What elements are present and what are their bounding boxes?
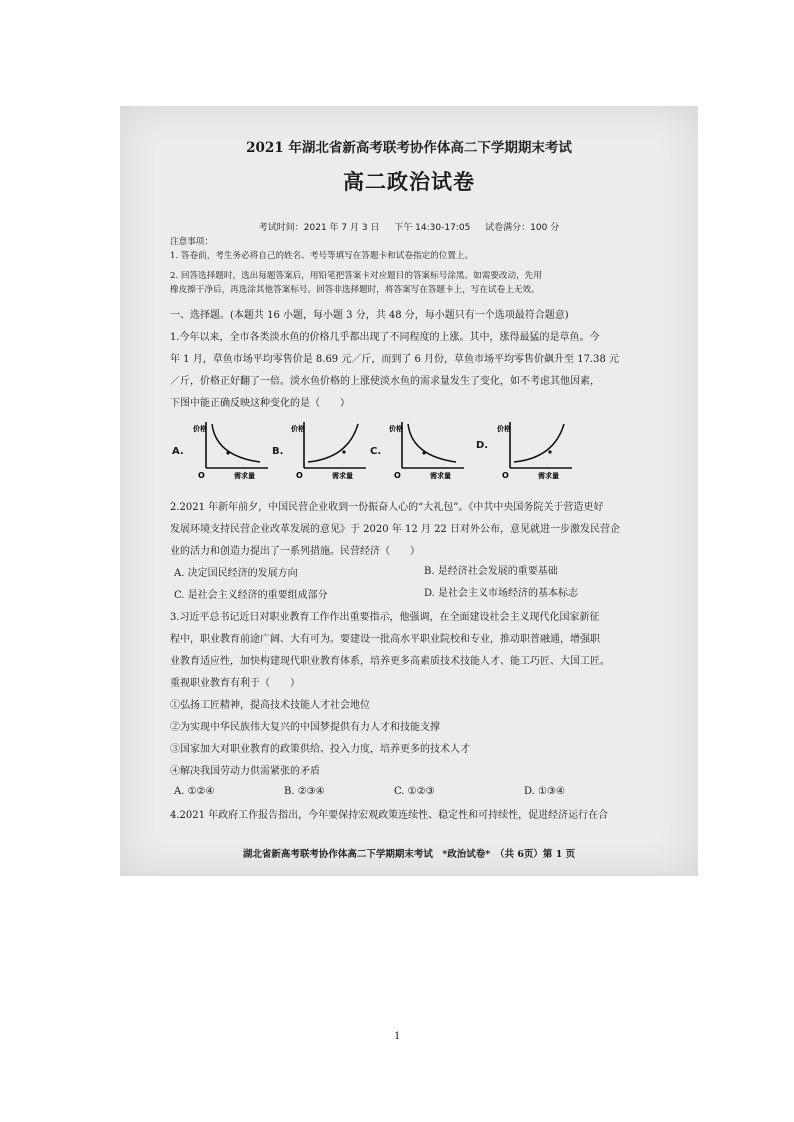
chart-d-label: D.: [476, 440, 489, 451]
demand-curve: [408, 424, 456, 462]
q2-option-d: D. 是社会主义市场经济的基本标志: [424, 588, 579, 599]
y-axis-label: 价格: [291, 425, 305, 433]
curve-point: [548, 450, 551, 453]
note-line: 2. 回答选择题时，选出每题答案后，用铅笔把答案卡对应题目的答案标号涂黑。如需要改动，先用: [170, 271, 542, 281]
origin-label: O: [198, 471, 205, 480]
curve-point: [226, 451, 229, 454]
x-axis-label: 需求量: [234, 472, 255, 480]
chart-d: [497, 418, 574, 480]
chart-c: [389, 418, 466, 480]
q2-line: 业的活力和创造力提出了一系列措施。民营经济（ ）: [170, 546, 420, 557]
origin-label: O: [394, 471, 401, 480]
x-axis-label: 需求量: [332, 472, 353, 480]
section-heading: 一、选择题。(本题共 16 小题，每小题 3 分，共 48 分，每小题只有一个选项最符合题意): [170, 310, 569, 321]
q1-line: 1.今年以来，全市各类淡水鱼的价格几乎都出现了不同程度的上涨。其中，涨得最猛的是草鱼。今: [170, 332, 600, 343]
q3-line: 3.习近平总书记近日对职业教育工作作出重要指示，他强调，在全面建设社会主义现代化国家新征: [170, 612, 600, 623]
chart-b-label: B.: [272, 446, 284, 457]
q3-option-b: B. ②③④: [284, 786, 325, 797]
paper-subtitle: 高二政治试卷: [343, 169, 475, 194]
q1-line: 下图中能正确反映这种变化的是（ ）: [170, 398, 350, 409]
q3-line: 业教育适应性，加快构建现代职业教育体系，培养更多高素质技术技能人才、能工巧匠、大国工匠。: [170, 656, 610, 667]
q3-line: 重视职业教育有利于（ ）: [170, 678, 300, 689]
q3-option-a: A. ①②④: [174, 786, 215, 797]
note-line: 1. 答卷前，考生务必将自己的姓名、考号等填写在答题卡和试卷指定的位置上。: [170, 251, 474, 261]
q3-statement: ②为实现中华民族伟大复兴的中国梦提供有力人才和技能支撑: [170, 722, 440, 733]
q2-option-a: A. 决定国民经济的发展方向: [174, 568, 298, 579]
q2-line: 发展环境支持民营企业改革发展的意见》于 2020 年 12 月 22 日对外公布，意见就进一步激发民营企: [170, 524, 620, 535]
notes-heading: 注意事项：: [170, 237, 213, 247]
x-axis-label: 需求量: [430, 472, 451, 480]
page-footer: 湖北省新高考联考协作体高二下学期期末考试 *政治试卷* （共 6页）第 1 页: [242, 849, 576, 860]
origin-label: O: [296, 471, 303, 480]
exam-time: 考试时间：2021 年 7 月 3 日: [258, 223, 380, 233]
chart-b: [291, 418, 368, 480]
y-axis-label: 价格: [389, 425, 403, 433]
chart-a: [193, 418, 270, 480]
curve-point: [342, 450, 345, 453]
demand-curve: [308, 424, 358, 462]
x-axis-label: 需求量: [538, 472, 559, 480]
chart-c-label: C.: [370, 446, 382, 457]
q3-statement: ④解决我国劳动力供需紧张的矛盾: [170, 766, 320, 777]
scanned-exam-page: [120, 106, 698, 876]
q2-line: 2.2021 年新年前夕，中国民营企业收到一份振奋人心的“大礼包”。《中共中央国务院关于营造更好: [170, 502, 604, 513]
curve-point: [422, 451, 425, 454]
q3-option-c: C. ①②③: [394, 786, 435, 797]
q4-line: 4.2021 年政府工作报告指出，今年要保持宏观政策连续性、稳定性和可持续性，促进经济运行在合: [170, 810, 609, 821]
exam-session: 下午 14:30-17:05: [394, 223, 471, 233]
q3-option-d: D. ①③④: [524, 786, 565, 797]
y-axis-label: 价格: [497, 425, 511, 433]
q2-option-b: B. 是经济社会发展的重要基础: [424, 566, 558, 577]
q3-statement: ①弘扬工匠精神，提高技术技能人才社会地位: [170, 700, 370, 711]
q1-line: ／斤，价格正好翻了一倍。淡水鱼价格的上涨使淡水鱼的需求量发生了变化，如不考虑其他因素，: [170, 376, 600, 387]
demand-curve: [514, 424, 564, 462]
origin-label: O: [502, 471, 509, 480]
demand-curve: [212, 424, 260, 462]
page-number: 1: [394, 1028, 400, 1042]
note-line: 橡皮擦干净后，再选涂其他答案标号。回答非选择题时，将答案写在答题卡上，写在试卷上无效。: [170, 285, 540, 295]
q2-option-c: C. 是社会主义经济的重要组成部分: [174, 590, 328, 601]
q3-statement: ③国家加大对职业教育的政策供给、投入力度，培养更多的技术人才: [170, 744, 470, 755]
q3-line: 程中，职业教育前途广阔、大有可为。要建设一批高水平职业院校和专业，推动职普融通，增强职: [170, 634, 600, 645]
exam-title: 2021 年湖北省新高考联考协作体高二下学期期末考试: [246, 140, 572, 156]
exam-info: [120, 220, 698, 233]
full-score: 试卷满分：100 分: [485, 223, 560, 233]
y-axis-label: 价格: [193, 425, 207, 433]
chart-a-label: A.: [172, 446, 184, 457]
q1-line: 年 1 月，草鱼市场平均零售价是 8.69 元／斤，而到了 6 月份，草鱼市场平均零售价飙升至 17.38 元: [170, 354, 620, 365]
